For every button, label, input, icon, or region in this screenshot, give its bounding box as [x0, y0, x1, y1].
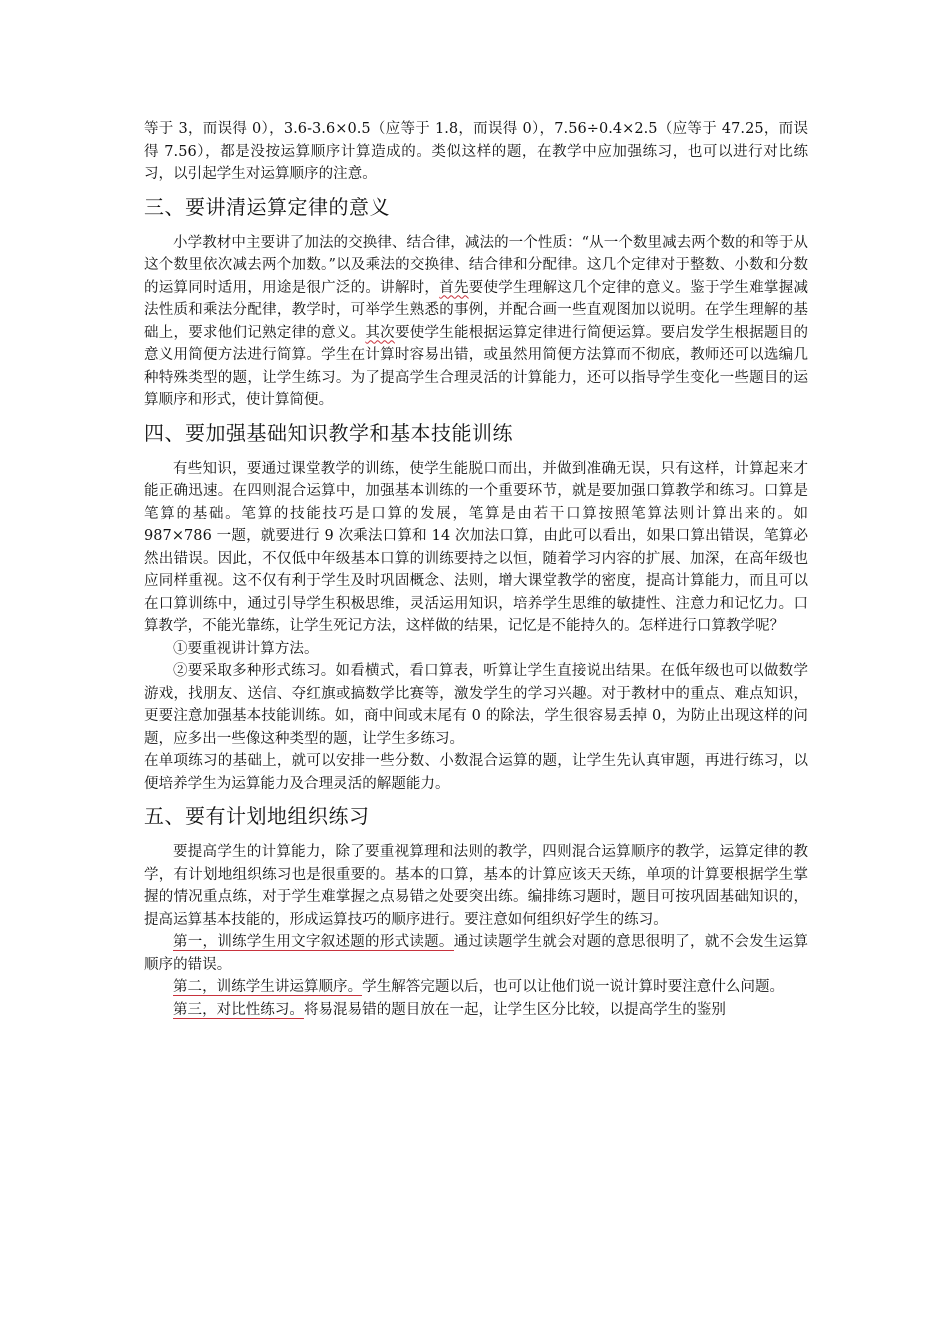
point-3-underlined: 第三，对比性练习。 [173, 1001, 304, 1018]
point-2-text: 学生解答完题以后，也可以让他们说一说计算时要注意什么问题。 [362, 979, 785, 995]
section-4-item-1: ①要重视讲计算方法。 [173, 640, 319, 657]
point-1-underlined: 第一，训练学生用文字叙述题的形式读题。 [173, 934, 454, 950]
point-1-text: 通过读题学生就会对题的意思很明了，就不会发生运算顺序的错误。 [144, 934, 809, 973]
section-5-point-1 [144, 931, 808, 976]
section-4-paragraph-2: 在单项练习的基础上，就可以安排一些分数、小数混合运算的题，让学生先认真审题，再进行练习，以便培养学生为运算能力及合理灵活的解题能力。 [144, 753, 808, 792]
point-2-underlined: 第二，训练学生讲运算顺序。 [173, 979, 363, 995]
highlight-second: 其次 [365, 324, 395, 341]
section-4-heading: 四、要加强基础知识教学和基本技能训练 [144, 420, 513, 445]
section-3-paragraph [144, 232, 808, 412]
intro-paragraph: 等于 3，而误得 0），3.6-3.6×0.5（应等于 1.8，而误得 0），7.56÷0.4×2.5（应等于 47.25，而误得 7.56），都是没按运算顺序计算造成的。类似这样的题，在教学中应加强练习，也可以进行对比练习，以引起学生对运算顺序的注意。 [144, 121, 808, 182]
section-5-heading: 五、要有计划地组织练习 [144, 804, 370, 828]
document-page [144, 118, 808, 1021]
highlight-first: 首先 [439, 279, 469, 296]
section-3-text-a: 小学教材中主要讲了加法的交换律、结合律，减法的一个性质：“从一个数里减去两个数的和等于从这个数里依次减去两个加数。”以及乘法的交换律、结合律和分配律。这几个定律对于整数、小数和分数的运算同时适用，用途是很广泛的。讲解时， [144, 234, 808, 296]
section-5-point-2 [144, 976, 808, 999]
section-3-text-c: 要使学生能根据运算定律进行简便运算。要启发学生根据题目的意义用简便方法进行简算。学生在计算时容易出错，或虽然用简便方法算而不彻底，教师还可以选编几种特殊类型的题，让学生练习。为了提高学生合理灵活的计算能力，还可以指导学生变化一些题目的运算顺序和形式，使计算简便。 [144, 324, 809, 408]
point-3-text: 将易混易错的题目放在一起，让学生区分比较，以提高学生的鉴别 [303, 1001, 726, 1018]
section-3-text-b: 要使学生理解这几个定律的意义。鉴于学生难掌握减法性质和乘法分配律，教学时，可举学生熟悉的事例，并配合画一些直观图加以说明。在学生理解的基础上，要求他们记熟定律的意义。 [144, 279, 808, 341]
section-5-point-3 [144, 999, 808, 1022]
section-4-item-2: ②要采取多种形式练习。如看横式，看口算表，听算让学生直接说出结果。在低年级也可以做数学游戏，找朋友、送信、夺红旗或搞数学比赛等，激发学生的学习兴趣。对于教材中的重点、难点知识，更要注意加强基本技能训练。如，商中间或末尾有 0 的除法，学生很容易丢掉 0，为防止出现这样的问题，应多出一些像这种类型的题，让学生多练习。 [144, 663, 808, 747]
section-5-paragraph-1: 要提高学生的计算能力，除了要重视算理和法则的教学，四则混合运算顺序的教学，运算定律的教学，有计划地组织练习也是很重要的。基本的口算，基本的计算应该天天练，单项的计算要根据学生掌握的情况重点练，对于学生难掌握之点易错之处要突出练。编排练习题时，题目可按巩固基础知识的，提高运算基本技能的，形成运算技巧的顺序进行。要注意如何组织好学生的练习。 [144, 844, 808, 928]
section-3-heading: 三、要讲清运算定律的意义 [144, 194, 390, 219]
section-4-paragraph-1: 有些知识，要通过课堂教学的训练，使学生能脱口而出，并做到准确无误，只有这样，计算起来才能正确迅速。在四则混合运算中，加强基本训练的一个重要环节，就是要加强口算教学和练习。口算是笔算的基础。笔算的技能技巧是口算的发展，笔算是由若干口算按照笔算法则计算出来的。如 987×786 一题，就要进行 9 次乘法口算和 14 次加法口算，由此可以看出，如果口算出错误，笔算必然出错误。因此，不仅低中年级基本口算的训练要持之以恒，随着学习内容的扩展、加深，在高年级也应同样重视。这不仅有利于学生及时巩固概念、法则，增大课堂教学的密度，提高计算能力，而且可以在口算训练中，通过引导学生积极思维，灵活运用知识，培养学生思维的敏捷性、注意力和记忆力。口算教学，不能光靠练，让学生死记方法，这样做的结果，记忆是不能持久的。怎样进行口算教学呢？ [144, 460, 808, 634]
